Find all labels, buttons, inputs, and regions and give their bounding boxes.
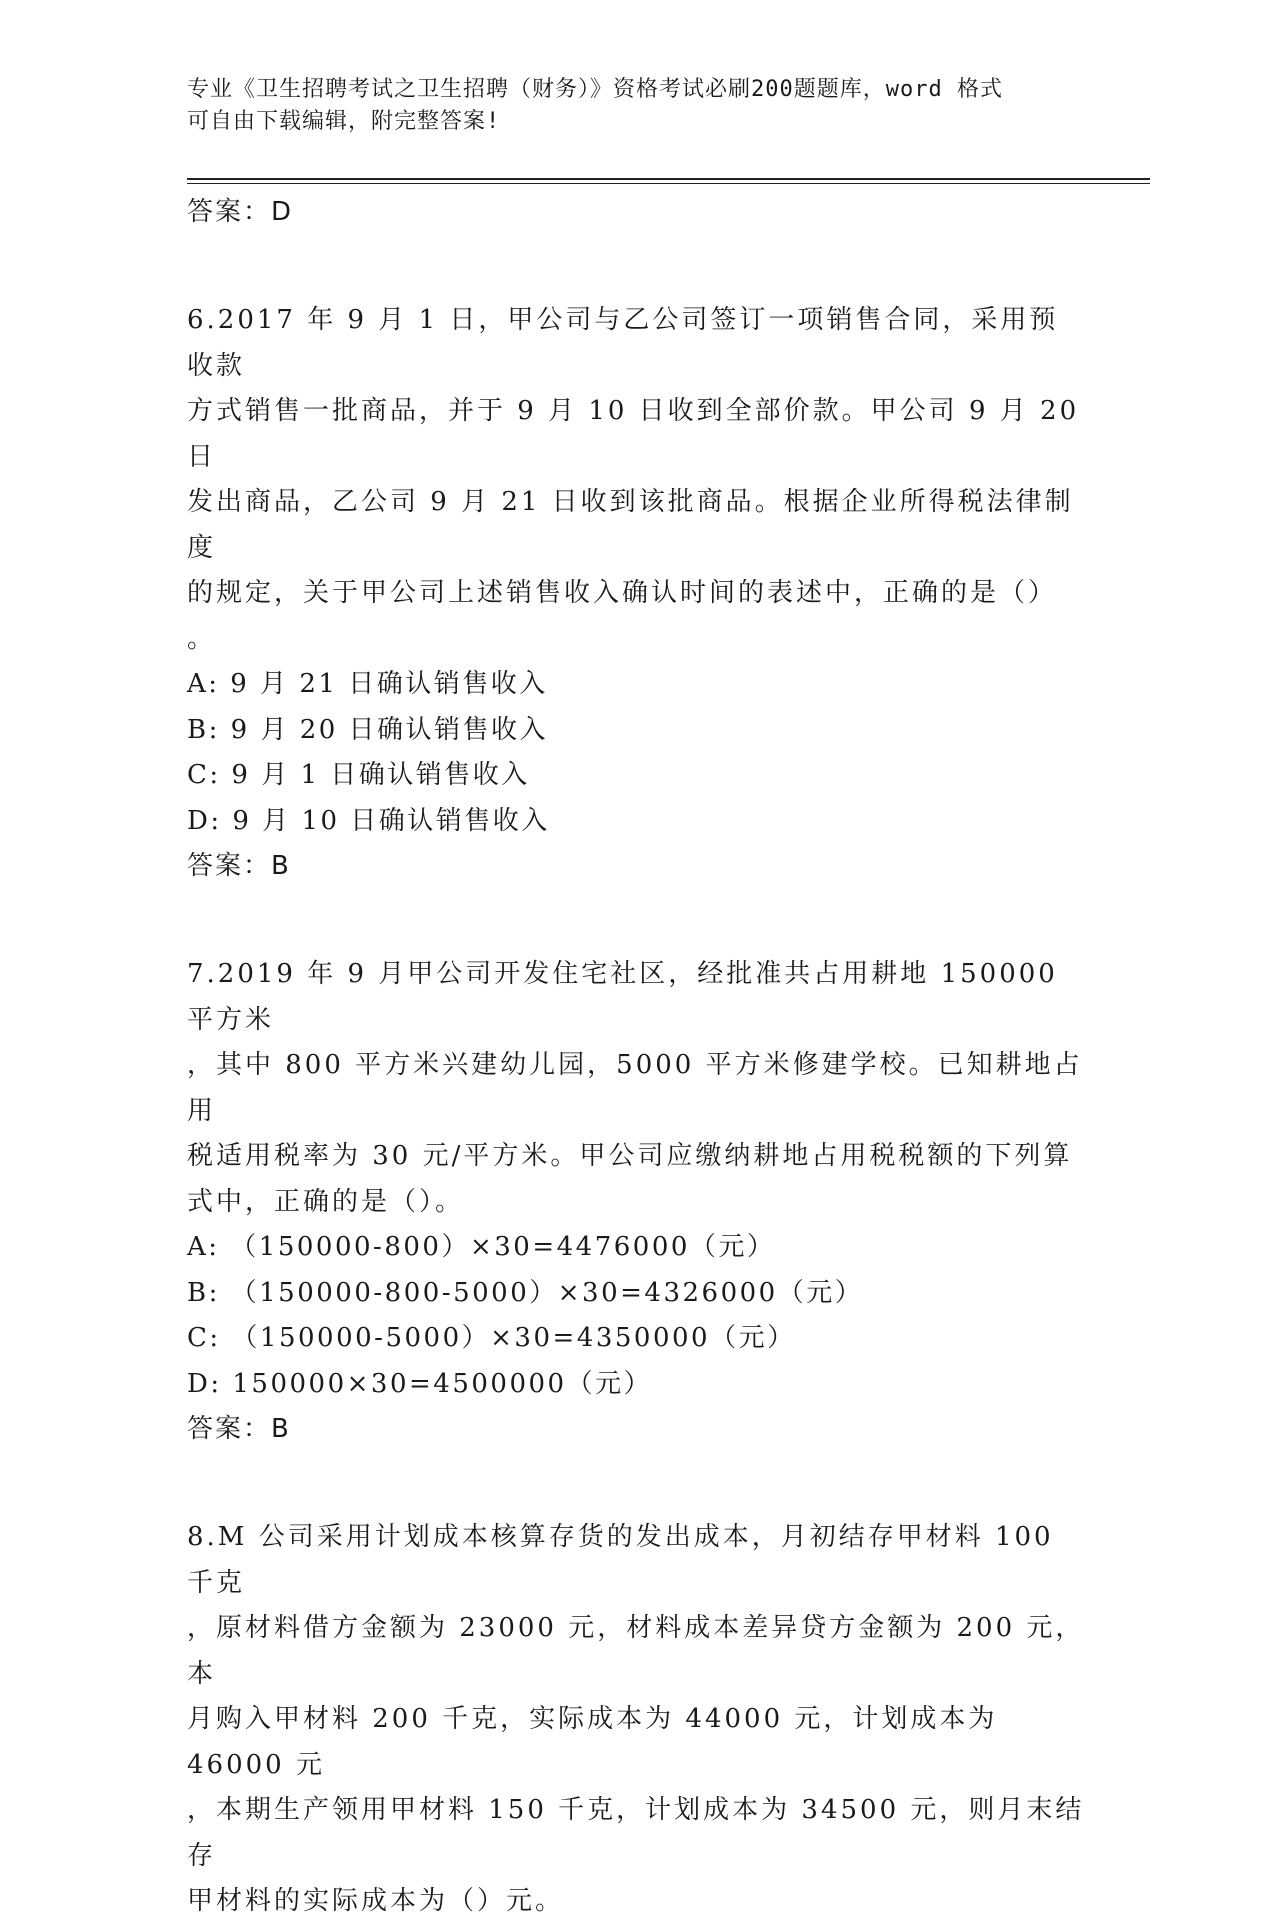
question-6-line: 的规定，关于甲公司上述销售收入确认时间的表述中，正确的是（）	[187, 578, 1058, 608]
document-body	[187, 190, 1091, 1925]
question-7-option-d: D: 150000×30=4500000（元）	[187, 1368, 653, 1399]
question-6-line: 。	[187, 623, 217, 654]
question-8-line: 月购入甲材料 200 千克，实际成本为 44000 元，计划成本为 46000 元	[187, 1704, 1009, 1780]
question-7-answer: 答案：B	[187, 1414, 291, 1444]
page-header	[187, 74, 1067, 138]
question-6-line: 方式销售一批商品，并于 9 月 10 日收到全部价款。甲公司 9 月 20 日	[187, 396, 1091, 472]
question-8	[187, 1515, 1087, 1925]
question-6	[187, 298, 1091, 888]
previous-answer: 答案：D	[187, 197, 294, 227]
header-divider-thin	[187, 183, 1150, 184]
spacer	[187, 234, 1087, 298]
question-6-option-d: D: 9 月 10 日确认销售收入	[187, 805, 550, 836]
spacer	[187, 888, 1087, 952]
question-6-answer: 答案：B	[187, 851, 291, 881]
question-7-option-c: C: （150000-5000）×30=4350000（元）	[187, 1323, 796, 1353]
question-6-line: 6.2017 年 9 月 1 日，甲公司与乙公司签订一项销售合同，采用预收款	[187, 305, 1059, 381]
header-title-line-1: 专业《卫生招聘考试之卫生招聘（财务）》资格考试必刷200题题库，word 格式	[187, 77, 1003, 102]
question-7-line: 7.2019 年 9 月甲公司开发住宅社区，经批准共占用耕地 150000 平方米	[187, 959, 1070, 1035]
header-divider-thick	[187, 178, 1150, 180]
question-7-line: 税适用税率为 30 元/平方米。甲公司应缴纳耕地占用税税额的下列算	[187, 1141, 1073, 1171]
question-6-line: 发出商品，乙公司 9 月 21 日收到该批商品。根据企业所得税法律制度	[187, 487, 1074, 563]
question-6-option-b: B: 9 月 20 日确认销售收入	[187, 714, 549, 745]
question-8-line: 8.M 公司采用计划成本核算存货的发出成本，月初结存甲材料 100 千克	[187, 1522, 1065, 1598]
question-7	[187, 952, 1087, 1451]
spacer	[187, 1451, 1087, 1515]
header-title-line-2: 可自由下载编辑，附完整答案!	[187, 109, 501, 134]
question-8-line: ，原材料借方金额为 23000 元，材料成本差异贷方金额为 200 元，本	[187, 1613, 1085, 1689]
question-7-line: 式中，正确的是（）。	[187, 1186, 465, 1217]
question-7-line: ，其中 800 平方米兴建幼儿园，5000 平方米修建学校。已知耕地占用	[187, 1050, 1083, 1126]
question-7-option-a: A: （150000-800）×30=4476000（元）	[187, 1232, 776, 1262]
question-8-line: 甲材料的实际成本为（）元。	[187, 1886, 565, 1916]
question-6-option-c: C: 9 月 1 日确认销售收入	[187, 760, 530, 790]
question-8-line: ，本期生产领用甲材料 150 千克，计划成本为 34500 元，则月末结存	[187, 1795, 1085, 1871]
question-6-option-a: A: 9 月 21 日确认销售收入	[187, 669, 548, 699]
question-7-option-b: B: （150000-800-5000）×30=4326000（元）	[187, 1277, 864, 1308]
